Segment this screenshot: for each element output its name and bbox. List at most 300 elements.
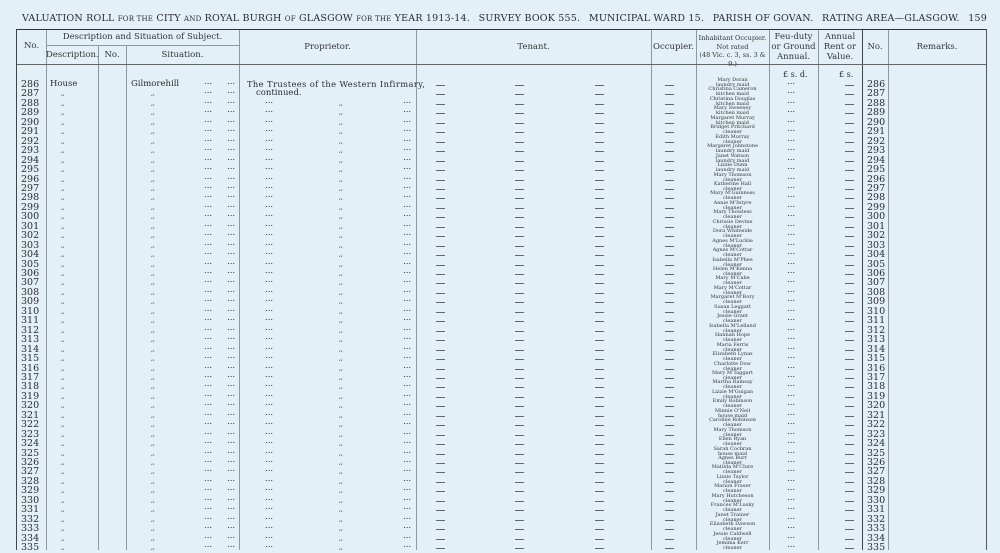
row-number-right: 294 — [867, 154, 886, 166]
proprietor-dots: ... — [403, 228, 412, 239]
dash-mark — [665, 255, 674, 256]
row-number: 317 — [21, 371, 40, 383]
proprietor-dots: ... — [265, 180, 274, 191]
description-ditto: ,, — [61, 317, 65, 325]
dash-mark — [665, 359, 674, 360]
proprietor-dots: ... — [265, 530, 274, 541]
situation-dots: ... — [227, 77, 236, 87]
dash-mark — [436, 113, 445, 114]
row-number: 286 — [21, 79, 40, 90]
description-ditto: ,, — [61, 468, 65, 476]
proprietor-ditto: ,, — [339, 241, 343, 249]
occupant-name: Christina Douglas — [709, 95, 756, 102]
dash-mark — [595, 161, 604, 162]
situation-ditto: ,, — [151, 440, 155, 448]
row-number-right: 295 — [867, 164, 886, 176]
feu-dots: ... — [787, 86, 796, 97]
col-rule — [98, 45, 99, 550]
situation-ditto: ,, — [151, 137, 155, 145]
description-ditto: ,, — [61, 440, 65, 448]
occupant-name: Margaret M'Rory — [710, 294, 755, 301]
description-ditto: ,, — [61, 194, 65, 202]
dash-mark — [515, 170, 524, 171]
occupant-name: Agnes M'Luckie — [712, 237, 753, 244]
proprietor-ditto: ,, — [339, 449, 343, 457]
situation-ditto: ,, — [151, 449, 155, 457]
occupant-occupation: cleaner — [723, 214, 742, 221]
row-number-right: 299 — [867, 201, 886, 213]
proprietor-dots: ... — [403, 369, 412, 380]
dash-mark — [595, 208, 604, 209]
dash-mark — [436, 246, 445, 247]
occupant-name: Isabella M'Phee — [712, 256, 753, 263]
feu-dots: ... — [787, 256, 796, 267]
situation-ditto: ,, — [151, 213, 155, 221]
dash-mark — [595, 236, 604, 237]
dash-mark — [595, 463, 604, 464]
proprietor-dots: ... — [403, 445, 412, 456]
dash-mark — [515, 501, 524, 502]
dash-mark — [665, 340, 674, 341]
rent-dash — [845, 123, 854, 124]
col-rule — [818, 30, 819, 550]
dash-mark — [436, 491, 445, 492]
occupant-occupation: laundry maid — [715, 157, 750, 164]
proprietor-dots: ... — [265, 521, 274, 532]
row-number: 322 — [21, 419, 40, 431]
situation-dots: ... — [227, 369, 236, 380]
dash-mark — [665, 406, 674, 407]
occupant-name: Mary M'Guinness — [710, 190, 755, 197]
situation-ditto: ,, — [151, 477, 155, 485]
proprietor-ditto: ,, — [339, 251, 343, 259]
proprietor-dots: ... — [265, 228, 274, 239]
row-number: 325 — [21, 447, 40, 459]
situation-dots: ... — [227, 502, 236, 513]
dash-mark — [436, 85, 445, 86]
rent-dash — [845, 321, 854, 322]
dash-mark — [665, 161, 674, 162]
proprietor-ditto: ,, — [339, 392, 343, 400]
situation-dots: ... — [227, 256, 236, 267]
rent-dash — [845, 501, 854, 502]
row-number: 331 — [21, 504, 40, 516]
occupant-name: Mary Thomson — [713, 171, 752, 178]
feu-dots: ... — [787, 114, 796, 125]
dash-mark — [515, 189, 524, 190]
situation-dots: ... — [204, 77, 213, 87]
dash-mark — [436, 198, 445, 199]
dash-mark — [436, 340, 445, 341]
proprietor-dots: ... — [403, 530, 412, 541]
description-ditto: ,, — [61, 392, 65, 400]
proprietor-dots: ... — [403, 218, 412, 229]
col-rule — [888, 30, 889, 550]
dash-mark — [665, 472, 674, 473]
dash-mark — [665, 369, 674, 370]
row-number-right: 321 — [867, 409, 886, 421]
feu-dots: ... — [787, 540, 796, 551]
situation-dots: ... — [204, 417, 213, 428]
situation-ditto: ,, — [151, 90, 155, 98]
row-number: 304 — [21, 249, 40, 261]
dash-mark — [665, 208, 674, 209]
dash-mark — [665, 227, 674, 228]
dash-mark — [595, 340, 604, 341]
feu-dots: ... — [787, 303, 796, 314]
situation-ditto: ,, — [151, 392, 155, 400]
occupant-occupation: cleaner — [723, 478, 742, 485]
row-number: 334 — [21, 532, 40, 544]
dash-mark — [595, 132, 604, 133]
rent-dash — [845, 425, 854, 426]
row-number-right: 293 — [867, 145, 886, 157]
rent-dash — [845, 151, 854, 152]
col-rule — [239, 30, 240, 550]
rent-dash — [845, 397, 854, 398]
proprietor-ditto: ,, — [339, 459, 343, 466]
row-number-right: 326 — [867, 457, 886, 468]
dash-mark — [665, 302, 674, 303]
dash-mark — [595, 472, 604, 473]
occupant-occupation: cleaner — [723, 252, 742, 259]
situation-dots: ... — [227, 209, 236, 220]
occupant-occupation: cleaner — [723, 185, 742, 192]
rent-dash — [845, 454, 854, 455]
dash-mark — [436, 406, 445, 407]
row-number-right: 330 — [867, 494, 886, 506]
rent-dash — [845, 161, 854, 162]
rent-dash — [845, 435, 854, 436]
description-ditto: ,, — [61, 487, 65, 495]
rent-dash — [845, 520, 854, 521]
proprietor-dots: ... — [265, 322, 274, 333]
occupant-name: Mary M'Cabe — [715, 275, 750, 282]
situation-ditto: ,, — [151, 515, 155, 523]
dash-mark — [436, 161, 445, 162]
occupant-name: Lizzie M'Guigan — [711, 388, 754, 395]
proprietor-dots: ... — [265, 95, 274, 106]
situation-dots: ... — [204, 303, 213, 314]
situation-dots: ... — [227, 152, 236, 163]
situation-ditto: ,, — [151, 175, 155, 183]
situation-dots: ... — [204, 133, 213, 144]
row-number: 301 — [21, 220, 40, 232]
feu-dots: ... — [787, 407, 796, 418]
rent-dash — [845, 198, 854, 199]
occupant-occupation: laundry maid — [715, 167, 750, 174]
situation-ditto: ,, — [151, 525, 155, 533]
proprietor-dots: ... — [265, 483, 274, 494]
dash-mark — [436, 94, 445, 95]
dash-mark — [595, 217, 604, 218]
feu-dots: ... — [787, 445, 796, 456]
dash-mark — [436, 454, 445, 455]
description-ditto: ,, — [61, 251, 65, 259]
dash-mark — [436, 463, 445, 464]
situation-ditto: ,, — [151, 203, 155, 211]
occupant-occupation: cleaner — [723, 327, 742, 334]
occupant-name: Marion Fraser — [714, 483, 751, 490]
occupant-occupation: cleaner — [723, 422, 742, 429]
row-number-right: 333 — [867, 523, 886, 535]
description-ditto: ,, — [61, 99, 65, 107]
proprietor-ditto: ,, — [339, 260, 343, 268]
header-no-right: No. — [867, 42, 883, 52]
feu-dots: ... — [787, 369, 796, 380]
description-ditto: ,, — [61, 288, 65, 296]
occupant-name: Annie M'Intyre — [713, 199, 752, 206]
dash-mark — [436, 255, 445, 256]
row-number-right: 306 — [867, 268, 886, 279]
row-number: 324 — [21, 438, 40, 450]
feu-dots: ... — [787, 502, 796, 513]
proprietor-dots: ... — [265, 492, 274, 503]
proprietor-dots: ... — [403, 540, 412, 551]
proprietor-dots: ... — [403, 247, 412, 258]
dash-mark — [595, 501, 604, 502]
proprietor-dots: ... — [265, 152, 274, 163]
proprietor-dots: ... — [403, 303, 412, 314]
row-number-right: 304 — [867, 249, 886, 261]
proprietor-dots: ... — [403, 436, 412, 447]
situation-dots: ... — [227, 332, 236, 343]
proprietor-ditto: ,, — [339, 477, 343, 485]
dash-mark — [665, 246, 674, 247]
rent-dash — [845, 227, 854, 228]
proprietor-ditto: ,, — [339, 166, 343, 174]
proprietor-ditto: ,, — [339, 430, 343, 438]
proprietor-dots: ... — [403, 114, 412, 125]
row-number-right: 317 — [867, 371, 886, 383]
proprietor-dots: ... — [265, 209, 274, 220]
feu-dots: ... — [787, 171, 796, 182]
situation-ditto: ,, — [151, 307, 155, 315]
proprietor-dots: ... — [403, 322, 412, 333]
proprietor-dots: ... — [265, 388, 274, 399]
situation-dots: ... — [227, 86, 236, 97]
inhabitant-occupier — [696, 541, 769, 551]
feu-dots: ... — [787, 199, 796, 210]
proprietor-dots: ... — [403, 180, 412, 191]
situation-ditto: ,, — [151, 345, 155, 353]
occupant-occupation: cleaner — [723, 374, 742, 381]
feu-dots: ... — [787, 247, 796, 258]
roll-title: VALUATION ROLL FOR THE CITY AND ROYAL BURGH OF GLASGOW FOR THE YEAR 1913-14. — [22, 13, 471, 24]
proprietor-dots: ... — [265, 502, 274, 513]
proprietor-dots: ... — [265, 351, 274, 362]
col-rule — [416, 30, 417, 550]
description-ditto: ,, — [61, 345, 65, 353]
occupant-name: Mary Thowless — [713, 209, 752, 216]
situation-ditto: ,, — [151, 487, 155, 495]
dash-mark — [595, 454, 604, 455]
row-number: 289 — [21, 107, 40, 119]
dash-mark — [436, 217, 445, 218]
situation-dots: ... — [204, 332, 213, 343]
dash-mark — [515, 123, 524, 124]
header-rent: Annual Rent or Value. — [823, 32, 857, 62]
dash-mark — [595, 444, 604, 445]
dash-mark — [436, 359, 445, 360]
proprietor-dots: ... — [403, 275, 412, 286]
dash-mark — [515, 369, 524, 370]
occupant-occupation: cleaner — [723, 365, 742, 372]
situation-ditto: ,, — [151, 260, 155, 268]
feu-dots: ... — [787, 77, 796, 87]
situation-dots: ... — [204, 398, 213, 409]
row-number: 291 — [21, 126, 40, 138]
situation-ditto: ,, — [151, 506, 155, 514]
situation-dots: ... — [227, 417, 236, 428]
dash-mark — [595, 321, 604, 322]
situation-ditto: ,, — [151, 241, 155, 249]
dash-mark — [436, 321, 445, 322]
row-number: 330 — [21, 494, 40, 506]
row-number: 287 — [21, 88, 40, 100]
dash-mark — [665, 293, 674, 294]
feu-dots: ... — [787, 322, 796, 333]
proprietor-dots: ... — [403, 256, 412, 267]
rent-dash — [845, 359, 854, 360]
dash-mark — [595, 539, 604, 540]
situation-dots: ... — [204, 218, 213, 229]
dash-mark — [515, 265, 524, 266]
proprietor-dots: ... — [265, 369, 274, 380]
dash-mark — [595, 350, 604, 351]
occupant-occupation: cleaner — [723, 176, 742, 183]
proprietor-dots: ... — [403, 473, 412, 484]
dash-mark — [436, 123, 445, 124]
rent-dash — [845, 274, 854, 275]
proprietor-dots: ... — [403, 398, 412, 409]
description-ditto: ,, — [61, 373, 65, 381]
dash-mark — [436, 416, 445, 417]
dash-mark — [665, 529, 674, 530]
dash-mark — [515, 208, 524, 209]
occupant-name: Minnie O'Neil — [714, 407, 751, 414]
dash-mark — [665, 501, 674, 502]
row-number: 299 — [21, 201, 40, 213]
proprietor-dots: ... — [265, 124, 274, 135]
dash-mark — [665, 132, 674, 133]
rent-dash — [845, 378, 854, 379]
dash-mark — [436, 510, 445, 511]
description-ditto: ,, — [61, 175, 65, 183]
row-number-right: 327 — [867, 466, 886, 478]
occupant-occupation: cleaner — [723, 299, 742, 306]
occupant-name: Charlotte Dow — [714, 360, 751, 367]
dash-mark — [436, 170, 445, 171]
proprietor-dots: ... — [265, 455, 274, 465]
header-sub-no: No. — [104, 50, 120, 60]
proprietor-dots: ... — [265, 162, 274, 173]
proprietor-dots: ... — [265, 398, 274, 409]
situation-ditto: ,, — [151, 156, 155, 164]
feu-dots: ... — [787, 237, 796, 248]
row-number: 311 — [21, 315, 40, 327]
feu-dots: ... — [787, 133, 796, 144]
feu-dots: ... — [787, 379, 796, 390]
dash-mark — [515, 113, 524, 114]
row-number-right: 312 — [867, 324, 886, 336]
occupant-occupation: cleaner — [723, 488, 742, 495]
occupant-occupation: house maid — [717, 412, 748, 419]
row-number-right: 318 — [867, 381, 886, 393]
occupant-name: Katherine Hall — [713, 180, 752, 187]
proprietor-dots: ... — [403, 95, 412, 106]
situation-ditto: ,, — [151, 232, 155, 240]
occupant-occupation: kitchen maid — [716, 91, 749, 98]
situation-dots: ... — [204, 540, 213, 551]
situation-ditto: ,, — [151, 534, 155, 542]
feu-dots: ... — [787, 360, 796, 371]
occupant-occupation: cleaner — [723, 403, 742, 410]
situation-dots: ... — [204, 379, 213, 390]
dash-mark — [436, 472, 445, 473]
feu-dots: ... — [787, 124, 796, 135]
rent-dash — [845, 340, 854, 341]
occupant-occupation: kitchen maid — [716, 110, 749, 117]
row-number: 327 — [21, 466, 40, 478]
occupant-occupation: cleaner — [723, 204, 742, 211]
dash-mark — [665, 312, 674, 313]
occupant-name: Margaret Johnstone — [707, 143, 758, 150]
proprietor-dots: ... — [265, 473, 274, 484]
feu-dots: ... — [787, 398, 796, 409]
dash-mark — [436, 236, 445, 237]
feu-dots: ... — [787, 464, 796, 475]
row-number: 329 — [21, 485, 40, 497]
rent-dash — [845, 113, 854, 114]
description-ditto: ,, — [61, 534, 65, 542]
dash-mark — [595, 435, 604, 436]
dash-mark — [595, 283, 604, 284]
dash-mark — [665, 265, 674, 266]
row-number-right: 301 — [867, 220, 886, 232]
description-ditto: ,, — [61, 383, 65, 391]
dash-mark — [515, 217, 524, 218]
proprietor-dots: ... — [403, 209, 412, 220]
row-number: 316 — [21, 362, 40, 374]
situation-dots: ... — [204, 521, 213, 532]
proprietor-dots: ... — [403, 426, 412, 437]
header-tenant: Tenant. — [517, 42, 550, 52]
occupant-occupation: cleaner — [723, 289, 742, 296]
dash-mark — [436, 425, 445, 426]
row-number-right: 305 — [867, 258, 886, 270]
occupant-occupation: cleaner — [723, 195, 742, 202]
proprietor-dots: ... — [403, 124, 412, 135]
situation-dots: ... — [227, 407, 236, 418]
rent-dash — [845, 548, 854, 549]
dash-mark — [665, 274, 674, 275]
dash-mark — [665, 189, 674, 190]
proprietor-ditto: ,, — [339, 184, 343, 192]
dash-mark — [665, 416, 674, 417]
occupant-name: Mary Sweeney — [713, 105, 752, 112]
feu-dots: ... — [787, 218, 796, 229]
dash-mark — [515, 539, 524, 540]
dash-mark — [515, 378, 524, 379]
dash-mark — [665, 397, 674, 398]
situation-ditto: ,, — [151, 109, 155, 117]
proprietor-dots: ... — [265, 540, 274, 551]
dash-mark — [595, 94, 604, 95]
dash-mark — [515, 198, 524, 199]
occupant-name: Mary M'Taggart — [711, 369, 754, 376]
proprietor-dots: ... — [403, 502, 412, 513]
